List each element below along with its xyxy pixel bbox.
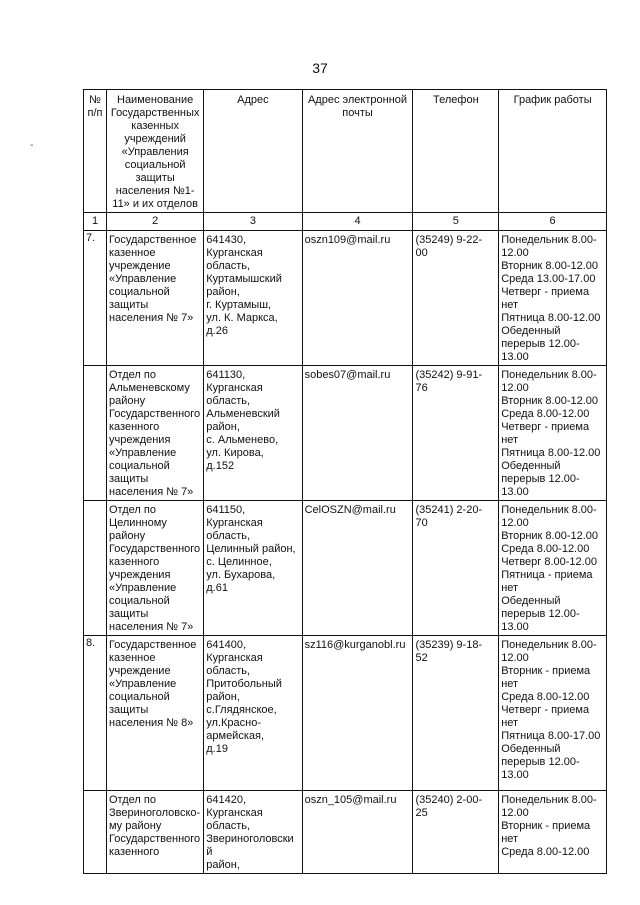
row-number (84, 791, 107, 874)
email-cell: sz116@kurganobl.ru (302, 636, 413, 791)
institution-name: Отдел по Целинному району Государственного казенного учреждения «Управление социальной защиты населения № 7» (107, 501, 204, 636)
header-email-text: Адрес электронной почты (307, 94, 408, 119)
table-header-row (84, 90, 607, 213)
phone-cell: (35239) 9-18- 52 (413, 636, 499, 791)
phone-cell: (35242) 9-91- 76 (413, 366, 499, 501)
phone-cell: (35240) 2-00- 25 (413, 791, 499, 874)
phone-cell: (35249) 9-22- 00 (413, 231, 499, 366)
header-num-text: № п/п (87, 94, 103, 119)
address-cell: 641420, Курганская область, Звериноголовский район, (204, 791, 302, 874)
institution-name: Отдел по Альменевскому району Государственного казенного учреждения «Управление социальной защиты населения № 7» (107, 366, 204, 501)
header-schedule-text: График работы (513, 94, 592, 106)
institutions-table (83, 89, 607, 874)
schedule-cell: Понедельник 8.00- 12.00 Вторник 8.00-12.00 Среда 8.00-12.00 Четверг - приема нет Пятница 8.00-12.00 Обеденный перерыв 12.00- 13.00 (499, 366, 607, 501)
address-cell: 641430, Курганская область, Куртамышский район, г. Куртамыш, ул. К. Маркса, д.26 (204, 231, 302, 366)
column-number-row (84, 213, 607, 231)
phone-cell: (35241) 2-20- 70 (413, 501, 499, 636)
column-number: 1 (84, 213, 107, 231)
column-number: 6 (499, 213, 607, 231)
header-email (302, 90, 413, 213)
header-phone (413, 90, 499, 213)
email-cell: sobes07@mail.ru (302, 366, 413, 501)
schedule-cell: Понедельник 8.00- 12.00 Вторник 8.00-12.00 Среда 13.00-17.00 Четверг - приема нет Пятница 8.00-12.00 Обеденный перерыв 12.00- 13.00 (499, 231, 607, 366)
email-cell: CelOSZN@mail.ru (302, 501, 413, 636)
row-number: 7. (84, 231, 107, 366)
email-cell: oszn109@mail.ru (302, 231, 413, 366)
column-number: 3 (204, 213, 302, 231)
header-schedule (499, 90, 607, 213)
column-number: 2 (107, 213, 204, 231)
page-number: 37 (312, 60, 328, 76)
address-cell: 641400, Курганская область, Притобольный район, с.Глядянское, ул.Красно- армейская, д.19 (204, 636, 302, 791)
schedule-cell: Понедельник 8.00- 12.00 Вторник - приема нет Среда 8.00-12.00 (499, 791, 607, 874)
schedule-cell: Понедельник 8.00- 12.00 Вторник - приема нет Среда 8.00-12.00 Четверг - приема нет Пятница 8.00-17.00 Обеденный перерыв 12.00- 13.00 (499, 636, 607, 791)
header-num (84, 90, 107, 213)
address-cell: 641130, Курганская область, Альменевский район, с. Альменево, ул. Кирова, д.152 (204, 366, 302, 501)
row-number: 8. (84, 636, 107, 791)
header-name-text: Наименование Государственных казенных учреждений «Управления социальной защиты населения №1- 11» и их отделов (110, 94, 200, 210)
header-name (107, 90, 204, 213)
institution-name: Государственное казенное учреждение «Управление социальной защиты населения № 8» (107, 636, 204, 791)
address-cell: 641150, Курганская область, Целинный район, с. Целинное, ул. Бухарова, д.61 (204, 501, 302, 636)
header-address (204, 90, 302, 213)
table-row (84, 636, 607, 791)
table-row (84, 501, 607, 636)
schedule-cell: Понедельник 8.00- 12.00 Вторник 8.00-12.00 Среда 8.00-12.00 Четверг 8.00-12.00 Пятница - приема нет Обеденный перерыв 12.00- 13.00 (499, 501, 607, 636)
institution-name: Государственное казенное учреждение «Управление социальной защиты населения № 7» (107, 231, 204, 366)
row-number (84, 501, 107, 636)
header-phone-text: Телефон (433, 94, 479, 106)
table-row (84, 791, 607, 874)
column-number: 5 (413, 213, 499, 231)
header-address-text: Адрес (237, 94, 269, 106)
row-number (84, 366, 107, 501)
margin-mark: - (30, 140, 34, 151)
institution-name: Отдел по Звериноголовско- му району Государственного казенного (107, 791, 204, 874)
column-number: 4 (302, 213, 413, 231)
email-cell: oszn_105@mail.ru (302, 791, 413, 874)
table-row (84, 231, 607, 366)
table-row (84, 366, 607, 501)
